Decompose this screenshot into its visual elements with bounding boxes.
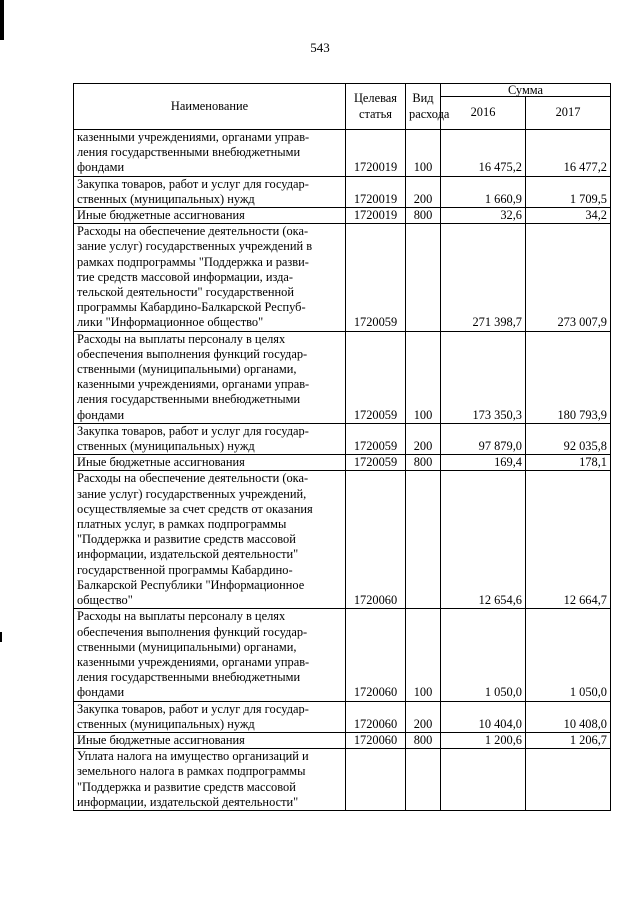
table-row (74, 732, 611, 748)
row-sum-2017-cell: 178,1 (526, 455, 611, 471)
row-name-cell (74, 749, 346, 811)
row-sum-2016-cell (441, 749, 526, 811)
row-sum-2016-cell: 271 398,7 (441, 224, 526, 331)
row-kind-cell: 100 (406, 130, 441, 177)
row-name-text: Закупка товаров, работ и услуг для государ- ственных (муниципальных) нужд (77, 423, 309, 454)
header-target: Целевая статья (346, 84, 406, 130)
table-row (74, 423, 611, 454)
row-name-cell (74, 224, 346, 331)
row-kind-cell (406, 749, 441, 811)
row-name-text: Расходы на обеспечение деятельности (ока- зание услуг) государственных учреждений в рамках подпрограммы "Поддержка и разви- тие средств массовой информации, изда- тельской деятельности" государственной программы Кабардино-Балкарской Респуб- лики "Информационное общество" (77, 224, 313, 330)
row-name-text: казенными учреждениями, органами управ- ления государственными внебюджетными фондами (77, 130, 310, 175)
row-sum-2016-cell: 12 654,6 (441, 471, 526, 609)
row-name-text: Иные бюджетные ассигнования (77, 732, 245, 747)
row-target-cell: 1720019 (346, 130, 406, 177)
table-row (74, 176, 611, 207)
row-target-cell (346, 749, 406, 811)
row-sum-2017-cell (526, 749, 611, 811)
scan-edge-tick (0, 632, 2, 642)
row-target-cell: 1720059 (346, 455, 406, 471)
row-sum-2016-cell: 97 879,0 (441, 423, 526, 454)
row-target-cell: 1720059 (346, 423, 406, 454)
row-name-text: Закупка товаров, работ и услуг для государ- ственных (муниципальных) нужд (77, 701, 309, 731)
header-name: Наименование (74, 84, 346, 130)
row-kind-cell: 100 (406, 331, 441, 423)
row-target-cell: 1720019 (346, 176, 406, 207)
row-name-text: Иные бюджетные ассигнования (77, 455, 245, 470)
table-row (74, 331, 611, 423)
row-target-cell: 1720060 (346, 701, 406, 732)
row-kind-cell (406, 471, 441, 609)
header-year-2017: 2017 (526, 97, 611, 130)
row-sum-2016-cell: 169,4 (441, 455, 526, 471)
row-name-text: Расходы на выплаты персоналу в целях обеспечения выполнения функций государ- ственными (муниципальными) органами, казенными учреждениями, органами управ- ления государственными внебюджетными фондами (77, 331, 310, 422)
page-number: 543 (310, 40, 330, 55)
table-row (74, 224, 611, 331)
row-sum-2017-cell: 1 709,5 (526, 176, 611, 207)
budget-table (73, 83, 611, 811)
header-year-2016: 2016 (441, 97, 526, 130)
row-kind-cell: 100 (406, 609, 441, 701)
table-row (74, 701, 611, 732)
table-row (74, 749, 611, 811)
row-name-cell (74, 609, 346, 701)
row-target-cell: 1720060 (346, 732, 406, 748)
row-sum-2017-cell: 16 477,2 (526, 130, 611, 177)
row-sum-2016-cell: 1 660,9 (441, 176, 526, 207)
row-target-cell: 1720060 (346, 471, 406, 609)
table-row (74, 471, 611, 609)
row-sum-2017-cell: 34,2 (526, 208, 611, 224)
row-kind-cell (406, 224, 441, 331)
row-sum-2016-cell: 16 475,2 (441, 130, 526, 177)
row-sum-2017-cell: 1 050,0 (526, 609, 611, 701)
row-sum-2017-cell: 1 206,7 (526, 732, 611, 748)
table-row (74, 609, 611, 701)
table-header-row (74, 84, 611, 97)
row-sum-2016-cell: 1 050,0 (441, 609, 526, 701)
row-kind-cell: 200 (406, 176, 441, 207)
row-name-text: Расходы на выплаты персоналу в целях обеспечения выполнения функций государ- ственными (муниципальными) органами, казенными учреждениями, органами управ- ления государственными внебюджетными фондами (77, 609, 310, 700)
header-kind: Вид расхода (406, 84, 441, 130)
row-sum-2017-cell: 180 793,9 (526, 331, 611, 423)
table-row (74, 208, 611, 224)
table-row (74, 130, 611, 177)
table-row (74, 455, 611, 471)
row-name-cell (74, 176, 346, 207)
scan-edge-mark (0, 0, 4, 40)
row-name-cell (74, 331, 346, 423)
row-target-cell: 1720060 (346, 609, 406, 701)
row-name-cell (74, 423, 346, 454)
row-name-cell (74, 130, 346, 177)
row-sum-2017-cell: 92 035,8 (526, 423, 611, 454)
row-kind-cell: 200 (406, 423, 441, 454)
row-sum-2016-cell: 173 350,3 (441, 331, 526, 423)
row-target-cell: 1720019 (346, 208, 406, 224)
row-name-text: Иные бюджетные ассигнования (77, 208, 245, 223)
row-name-text: Расходы на обеспечение деятельности (ока- зание услуг) государственных учреждений, осуществляемые за счет средств от оказания платных услуг, в рамках подпрограммы "Поддержка и развитие средств массовой информации, издательской деятельности" государственной программы Кабардино- Балкарской Республики "Информационное общество" (77, 471, 313, 608)
row-kind-cell: 800 (406, 208, 441, 224)
row-sum-2016-cell: 32,6 (441, 208, 526, 224)
row-sum-2017-cell: 273 007,9 (526, 224, 611, 331)
row-name-cell (74, 455, 346, 471)
row-kind-cell: 800 (406, 732, 441, 748)
row-sum-2016-cell: 10 404,0 (441, 701, 526, 732)
row-name-cell (74, 208, 346, 224)
row-sum-2017-cell: 12 664,7 (526, 471, 611, 609)
row-kind-cell: 200 (406, 701, 441, 732)
row-name-text: Уплата налога на имущество организаций и земельного налога в рамках подпрограммы "Поддержка и развитие средств массовой информации, издательской деятельности" (77, 749, 309, 809)
header-sum: Сумма (441, 84, 611, 97)
row-target-cell: 1720059 (346, 224, 406, 331)
row-name-cell (74, 701, 346, 732)
row-target-cell: 1720059 (346, 331, 406, 423)
table-body (74, 130, 611, 811)
row-sum-2017-cell: 10 408,0 (526, 701, 611, 732)
row-name-text: Закупка товаров, работ и услуг для государ- ственных (муниципальных) нужд (77, 176, 309, 206)
row-kind-cell: 800 (406, 455, 441, 471)
row-sum-2016-cell: 1 200,6 (441, 732, 526, 748)
row-name-cell (74, 732, 346, 748)
row-name-cell (74, 471, 346, 609)
